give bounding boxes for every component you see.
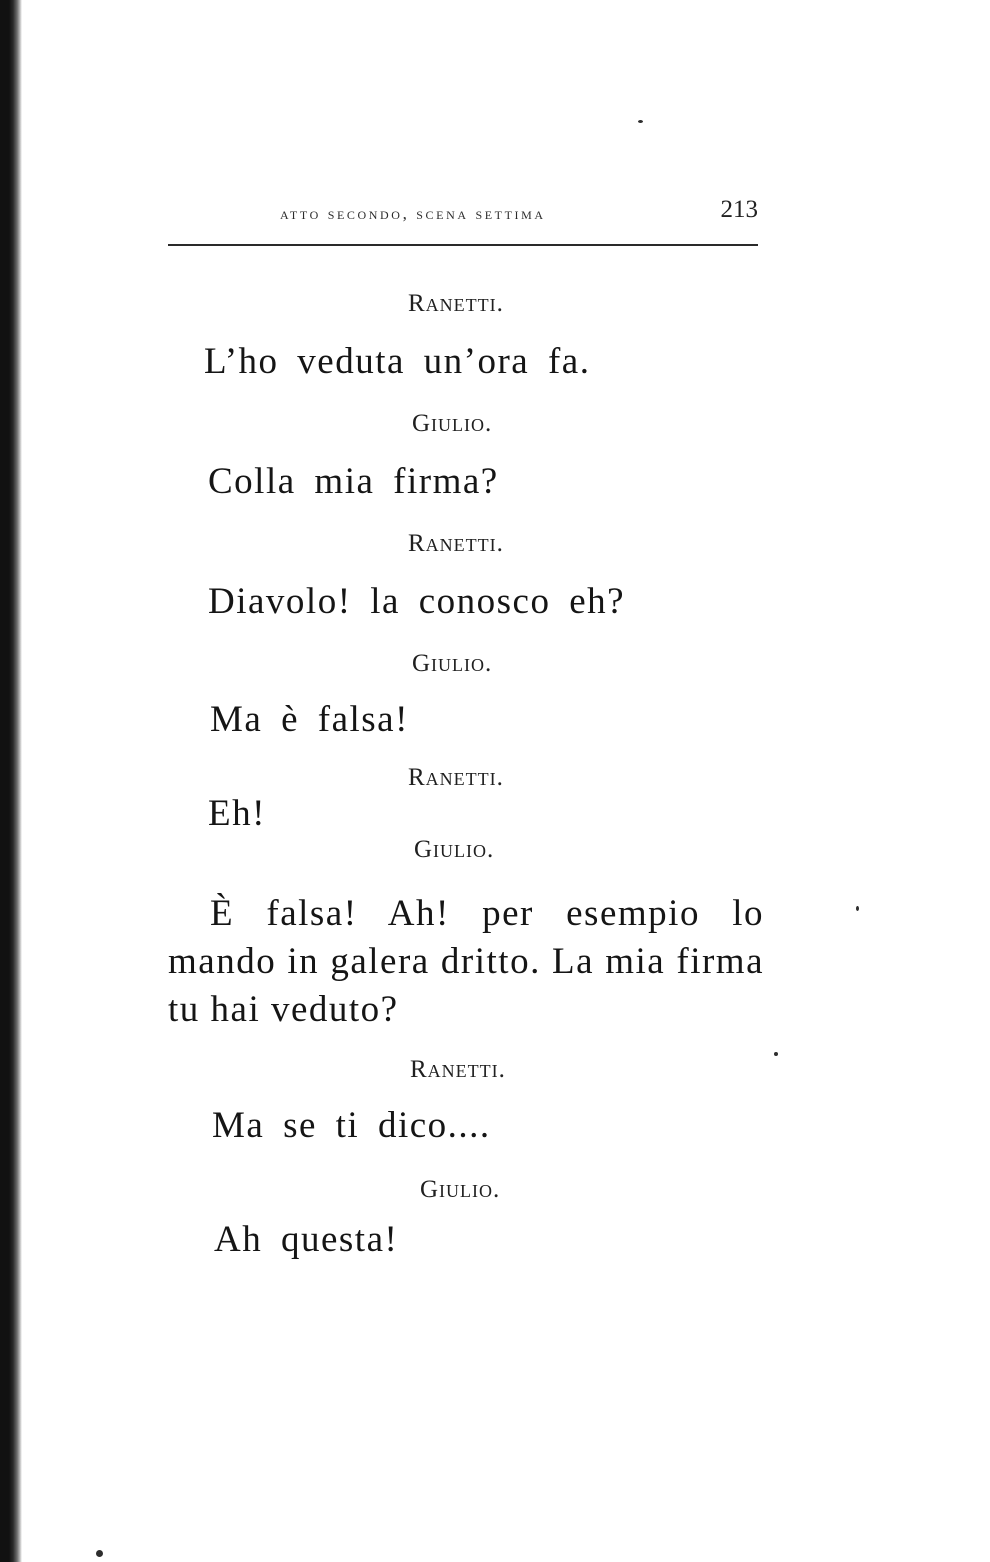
running-title: atto secondo, scena settima (280, 204, 546, 223)
speaker-name: Giulio. (412, 410, 493, 437)
dialogue-line: Colla mia firma? (208, 461, 499, 502)
print-speckle (774, 1052, 778, 1056)
print-speckle (638, 120, 643, 123)
binding-edge (0, 0, 22, 1562)
dialogue-line: Ma è falsa! (210, 699, 409, 740)
speaker-name: Ranetti. (408, 764, 504, 791)
header-rule (168, 244, 758, 246)
speaker-name: Ranetti. (410, 1056, 506, 1083)
speaker-name: Giulio. (414, 836, 495, 863)
speaker-name: Giulio. (412, 650, 493, 677)
page-number: 213 (720, 196, 758, 223)
dialogue-line: L’ho veduta un’ora fa. (204, 341, 591, 382)
dialogue-line: Eh! (208, 793, 266, 834)
print-speckle (856, 906, 859, 911)
dialogue-line: Ah questa! (214, 1219, 399, 1260)
running-header (168, 196, 758, 232)
dialogue-line: Diavolo! la conosco eh? (208, 581, 626, 622)
speaker-name: Ranetti. (408, 530, 504, 557)
print-speckle (96, 1550, 103, 1557)
speaker-name: Giulio. (420, 1176, 501, 1203)
speaker-name: Ranetti. (408, 290, 504, 317)
dialogue-paragraph: È falsa! Ah! per esempio lo mando in galera dritto. La mia firma tu hai veduto? (168, 893, 764, 1030)
dialogue-line: Ma se ti dico.... (212, 1105, 491, 1146)
